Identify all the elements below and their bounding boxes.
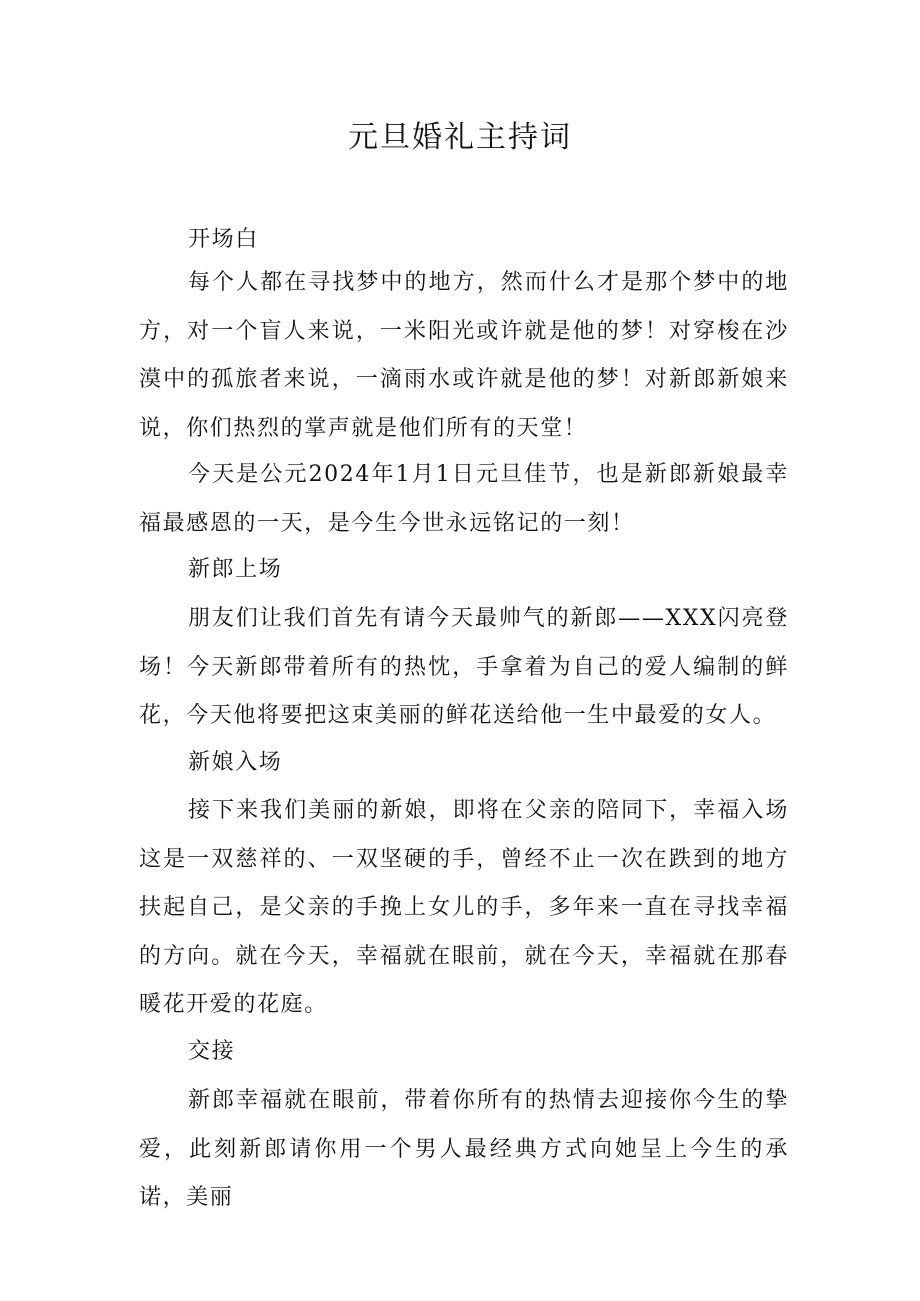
section-heading-groom-entrance: 新郎上场 xyxy=(188,557,283,582)
paragraph-groom-entrance: 朋友们让我们首先有请今天最帅气的新郎——XXX闪亮登场！今天新郎带着所有的热忱，手拿着为自己的爱人编制的鲜花，今天他将要把这束美丽的鲜花送给他一生中最爱的女人。 xyxy=(139,606,789,728)
paragraph-opening-1: 每个人都在寻找梦中的地方，然而什么才是那个梦中的地方，对一个盲人来说，一米阳光或许就是他的梦！对穿梭在沙漠中的孤旅者来说，一滴雨水或许就是他的梦！对新郎新娘来说，你们热烈的掌声就是他们所有的天堂！ xyxy=(139,270,789,441)
paragraph-handover: 新郎幸福就在眼前，带着你所有的热情去迎接你今生的挚爱，此刻新郎请你用一个男人最经典方式向她呈上今生的承诺，美丽 xyxy=(139,1088,789,1210)
document-title: 元旦婚礼主持词 xyxy=(348,120,572,155)
paragraph-opening-2: 今天是公元2024年1月1日元旦佳节，也是新郎新娘最幸福最感恩的一天，是今生今世永远铭记的一刻！ xyxy=(139,462,789,536)
section-heading-bride-entrance: 新娘入场 xyxy=(188,750,283,775)
paragraph-bride-entrance: 接下来我们美丽的新娘，即将在父亲的陪同下，幸福入场这是一双慈祥的、一双坚硬的手，曾经不止一次在跌到的地方扶起自己，是父亲的手挽上女儿的手，多年来一直在寻找幸福的方向。就在今天，幸福就在眼前，就在今天，幸福就在那春暖花开爱的花庭。 xyxy=(139,798,789,1017)
section-heading-opening: 开场白 xyxy=(188,227,259,252)
section-heading-handover: 交接 xyxy=(188,1039,236,1064)
